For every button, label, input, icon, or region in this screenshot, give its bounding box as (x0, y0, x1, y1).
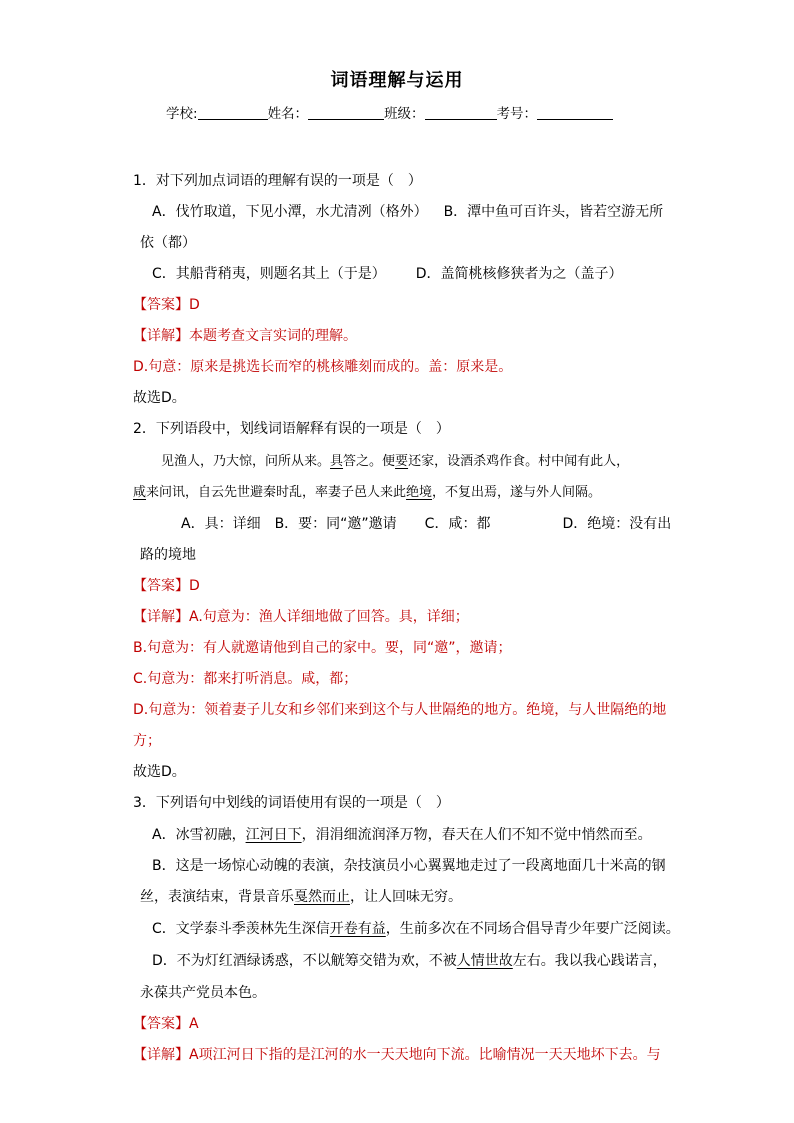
option-text: ，让人回味无穷。 (350, 889, 462, 905)
q3-option-d-cont: 永葆共产党员本色。 (140, 985, 266, 1001)
q2-detail-d: D.句意为：领着妻子儿女和乡邻们来到这个与人世隔绝的地方。绝境，与人世隔绝的地 (133, 702, 667, 718)
q2-answer (133, 576, 200, 596)
q2-option-d-cont: 路的境地 (140, 547, 196, 563)
detail-label: 【详解】 (133, 1047, 189, 1063)
q3-answer (133, 1014, 199, 1034)
answer-value: D (189, 578, 200, 594)
q3-option-b-cont (140, 887, 462, 907)
school-label: 学校: (166, 106, 198, 122)
answer-label: 【答案】 (133, 297, 189, 313)
q1-options-ab (152, 202, 663, 222)
answer-value: A (189, 1016, 199, 1032)
q2-passage-line-1 (161, 452, 629, 472)
detail-label: 【详解】 (133, 328, 189, 344)
passage-text: 答之。便 (343, 454, 396, 469)
answer-label: 【答案】 (133, 1016, 189, 1032)
class-label: 班级： (384, 106, 425, 122)
underlined-word-yao: 要 (395, 454, 409, 469)
q1-option-b-cont: 依（都） (140, 235, 196, 251)
answer-label: 【答案】 (133, 578, 189, 594)
underlined-phrase: 开卷有益 (329, 921, 386, 937)
page-title: 词语理解与运用 (330, 70, 464, 91)
option-text: C．文学泰斗季羡林先生深信 (152, 921, 330, 937)
underlined-phrase: 人情世故 (456, 953, 513, 969)
passage-text: 来问讯，自云先世避秦时乱，率妻子邑人来此 (146, 485, 407, 500)
option-text: ，生前多次在不同场合倡导青少年要广泛阅读。 (385, 921, 680, 937)
q2-option-d: D．绝境：没有出 (562, 516, 672, 532)
q1-option-d: D．盖简桃核修狭者为之（盖子） (415, 266, 623, 282)
name-label: 姓名： (267, 106, 309, 122)
q2-detail-b: B.句意为：有人就邀请他到自己的家中。要，同“邀”，邀请； (133, 640, 512, 656)
option-text: A．冰雪初融， (152, 827, 246, 843)
q2-options-abc: A．具：详细 B．要：同“邀”邀请 C．咸：都 (181, 516, 491, 532)
q3-detail (133, 1045, 661, 1065)
name-blank[interactable] (308, 105, 384, 120)
underlined-phrase: 江河日下 (245, 827, 302, 843)
q1-conclusion: 故选D。 (133, 390, 186, 406)
student-info-line (166, 102, 613, 122)
underlined-word-ju: 具 (330, 454, 344, 469)
passage-text: 见渔人，乃大惊，问所从来。 (161, 454, 331, 469)
option-text: D．不为灯红酒绿诱惑，不以觥筹交错为欢，不被 (152, 953, 457, 969)
q2-conclusion: 故选D。 (133, 764, 186, 780)
q1-option-b: B．潭中鱼可百许头，皆若空游无所 (443, 204, 664, 220)
q3-option-c (152, 919, 680, 939)
q1-options-cd (152, 264, 623, 284)
passage-text: 还家，设酒杀鸡作食。村中闻有此人， (408, 454, 630, 469)
q1-detail (133, 326, 357, 346)
underlined-word-juejing: 绝境 (406, 485, 433, 500)
school-blank[interactable] (198, 105, 268, 120)
q3-option-b: B．这是一场惊心动魄的表演，杂技演员小心翼翼地走过了一段离地面几十米高的钢 (152, 858, 666, 874)
class-blank[interactable] (425, 105, 497, 120)
detail-text: A.句意为：渔人详细地做了回答。具，详细； (189, 609, 469, 625)
q1-option-c: C．其船背稍夷，则题名其上（于是） (152, 266, 386, 282)
q2-detail-a (133, 607, 469, 627)
detail-label: 【详解】 (133, 609, 189, 625)
number-label: 考号： (496, 106, 538, 122)
number-blank[interactable] (537, 105, 613, 120)
passage-text: ，不复出焉，遂与外人间隔。 (432, 485, 602, 500)
q1-answer (133, 295, 200, 315)
underlined-word-xian: 咸 (133, 485, 147, 500)
underlined-phrase: 戛然而止 (294, 889, 350, 905)
answer-value: D (189, 297, 200, 313)
q1-detail-d: D.句意：原来是挑选长而窄的桃核雕刻而成的。盖：原来是。 (133, 359, 513, 375)
detail-text: 本题考查文言实词的理解。 (189, 328, 357, 344)
q2-passage-line-2 (133, 483, 601, 503)
q2-detail-d-cont: 方； (133, 733, 161, 749)
q1-option-a: A．伐竹取道，下见小潭，水尤清冽（格外） (152, 204, 428, 220)
q3-option-d (152, 951, 667, 971)
option-text: 左右。我以我心践诺言， (512, 953, 667, 969)
q2-options (181, 514, 671, 534)
option-text: ，涓涓细流润泽万物，春天在人们不知不觉中悄然而至。 (301, 827, 652, 843)
option-text: 丝，表演结束，背景音乐 (140, 889, 294, 905)
q2-detail-c: C.句意为：都来打听消息。咸，都； (133, 671, 358, 687)
q3-option-a (152, 825, 652, 845)
q1-stem: 1．对下列加点词语的理解有误的一项是（ ） (133, 173, 422, 189)
detail-text: A项江河日下指的是江河的水一天天地向下流。比喻情况一天天地坏下去。与 (189, 1047, 661, 1063)
q2-stem: 2．下列语段中，划线词语解释有误的一项是（ ） (133, 421, 450, 437)
q3-stem: 3．下列语句中划线的词语使用有误的一项是（ ） (133, 795, 450, 811)
